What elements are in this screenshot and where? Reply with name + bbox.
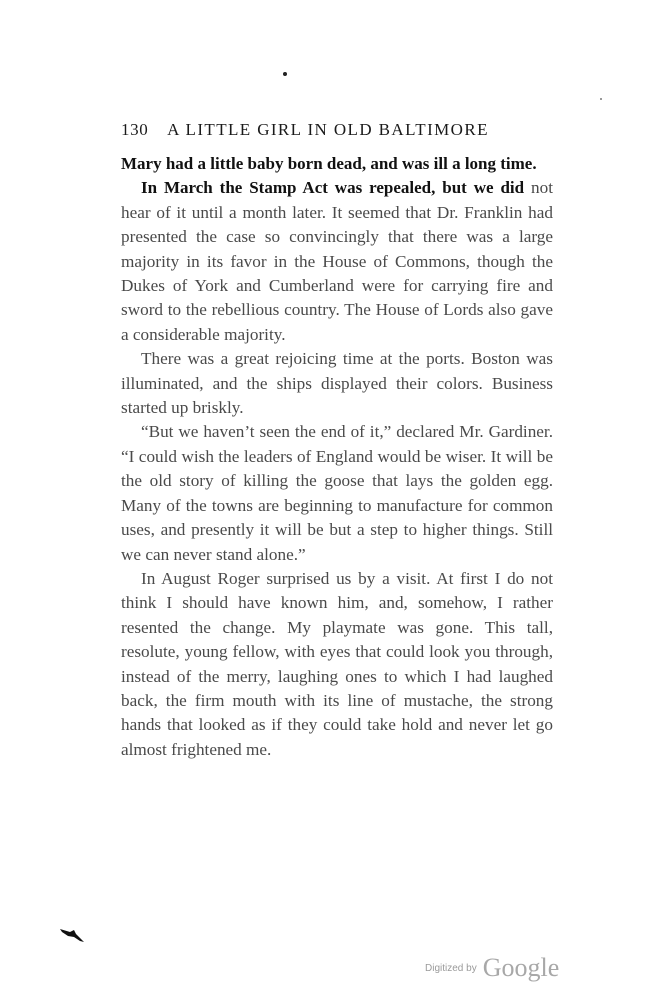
- running-title: A LITTLE GIRL IN OLD BALTIMORE: [167, 120, 489, 139]
- paragraph-5: In August Roger surprised us by a visit. At first I do not think I should have known him, and, somehow, I rather resented the change. My playmate was gone. This tall, resolute, young fellow, with eyes that could look you through, instead of the merry, laughing ones to which I had laughed back, the firm mouth with its line of mustache, the strong hands that looked as if they could take hold and never let go almost frightened me.: [121, 568, 553, 759]
- scan-speck: [600, 98, 602, 100]
- paragraph-1: Mary had a little baby born dead, and was ill a long time.: [121, 154, 537, 173]
- running-header: [121, 120, 541, 140]
- google-logo: Google: [482, 953, 560, 982]
- paragraph-2-rest: not hear of it until a month later. It seemed that Dr. Franklin had presented the case so convincingly that there was a large majority in its favor in the House of Commons, though the Dukes of York and Cumberland were for carrying fire and sword to the rebellious country. The House of Lords also gave a considerable majority.: [121, 178, 554, 344]
- ink-dot: [283, 72, 287, 76]
- digitized-watermark: [425, 953, 559, 983]
- page-number: 130: [121, 120, 149, 139]
- paragraph-3: There was a great rejoicing time at the ports. Boston was illuminated, and the ships displayed their colors. Business started up briskly.: [121, 349, 553, 418]
- digitized-label: Digitized by: [425, 962, 477, 974]
- paragraph-4: “But we haven’t seen the end of it,” declared Mr. Gardiner. “I could wish the leaders of England would be wiser. It will be the old story of killing the goose that lays the golden egg. Many of the towns are beginning to manufacture for common uses, and presently it will be but a step to higher things. Still we can never stand alone.”: [121, 422, 553, 564]
- body-text: [121, 152, 553, 762]
- paragraph-2: [121, 176, 553, 347]
- bird-icon: [58, 925, 86, 945]
- paragraph-2-lead: In March the Stamp Act was repealed, but we did: [141, 178, 525, 198]
